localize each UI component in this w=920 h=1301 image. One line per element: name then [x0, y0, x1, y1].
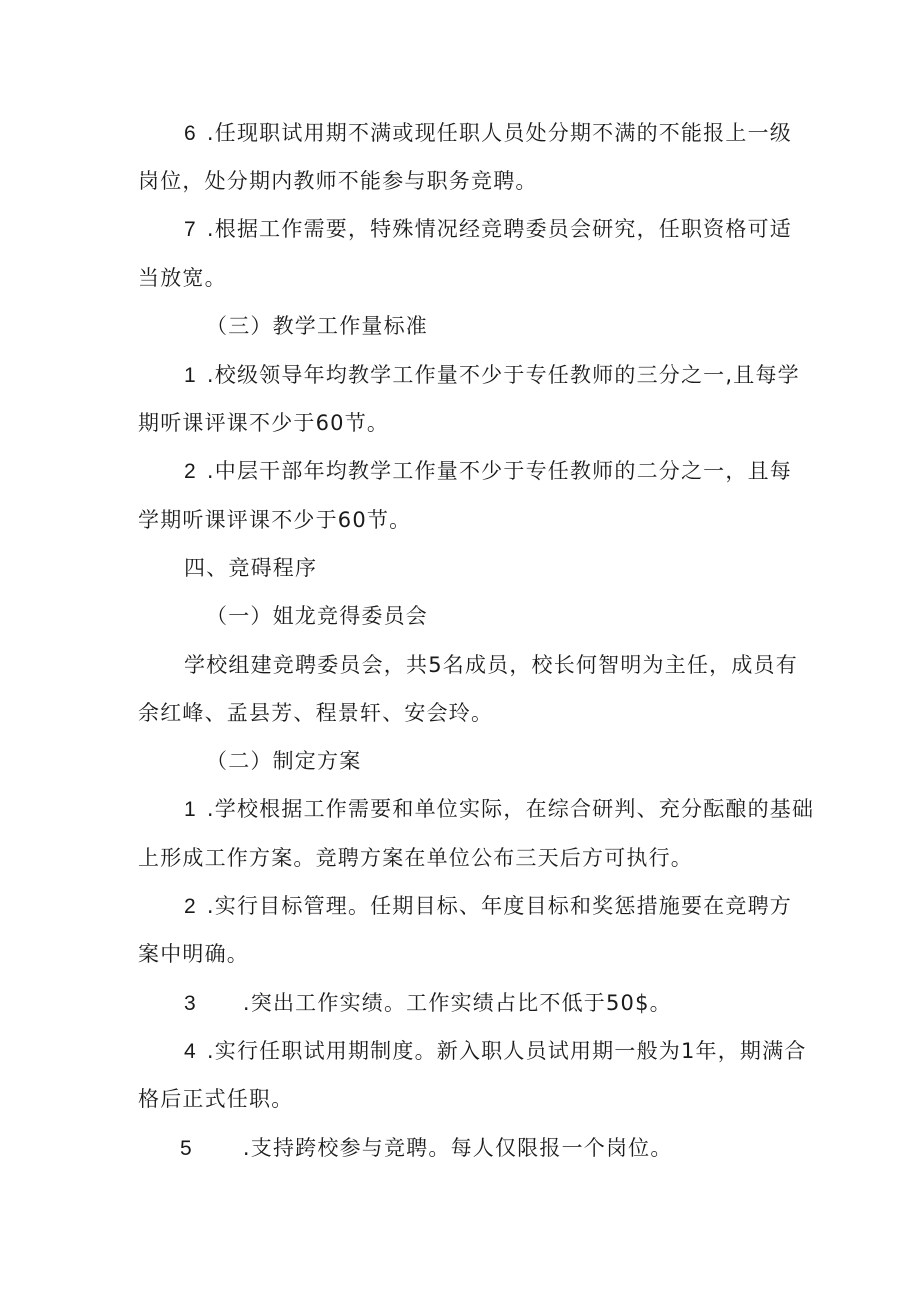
line-text: 上形成工作方案。竞聘方案在单位公布三天后方可执行。 [138, 846, 693, 870]
line-text: 当放宽。 [138, 266, 227, 290]
paragraph-line [138, 166, 538, 196]
paragraph-line [138, 263, 227, 293]
line-text: 期听课评课不少于60节。 [138, 411, 390, 435]
line-text: 四、竞碍程序 [184, 556, 318, 580]
list-number: 7 [184, 218, 197, 241]
list-number: 4 [184, 1040, 197, 1063]
paragraph-line [138, 939, 249, 969]
paragraph-line [184, 650, 798, 680]
line-text: .任现职试用期不满或现任职人员处分期不满的不能报上一级 [206, 121, 792, 145]
paragraph-line [138, 505, 411, 535]
list-number: 1 [184, 798, 197, 821]
list-number: 5 [180, 1137, 193, 1160]
paragraph-line [138, 1084, 293, 1114]
paragraph-line [138, 408, 389, 438]
section-heading [206, 746, 361, 776]
line-text: .中层干部年均教学工作量不少于专任教师的二分之一，且每 [206, 459, 792, 483]
paragraph-line [184, 214, 792, 245]
paragraph-line [184, 118, 792, 149]
line-text: 学校组建竞聘委员会，共5名成员，校长何智明为主任，成员有 [184, 653, 798, 677]
paragraph-line [138, 698, 493, 728]
line-text: 岗位，处分期内教师不能参与职务竞聘。 [138, 169, 538, 193]
line-text: .学校根据工作需要和单位实际，在综合研判、充分酝酿的基础 [206, 797, 815, 821]
line-text: .实行目标管理。任期目标、年度目标和奖惩措施要在竞聘方 [206, 894, 792, 918]
list-number: 2 [184, 895, 197, 918]
paragraph-line [184, 456, 792, 487]
paragraph-line [138, 843, 693, 873]
list-number: 6 [184, 122, 197, 145]
paragraph-line [184, 360, 800, 391]
paragraph-line [184, 988, 672, 1019]
line-text: .支持跨校参与竞聘。每人仅限报一个岗位。 [242, 1136, 673, 1160]
section-heading [184, 553, 317, 583]
list-number: 3 [184, 992, 197, 1015]
paragraph-line [180, 1133, 673, 1164]
line-text: .校级领导年均教学工作量不少于专任教师的三分之一,且每学 [206, 363, 800, 387]
section-heading [206, 601, 428, 631]
line-text: .根据工作需要，特殊情况经竞聘委员会研究，任职资格可适 [206, 217, 792, 241]
paragraph-line [184, 891, 792, 922]
paragraph-line [184, 1036, 807, 1067]
line-text: 余红峰、孟县芳、程景轩、安会玲。 [138, 701, 494, 725]
line-text: .实行任职试用期制度。新入职人员试用期一般为1年，期满合 [206, 1039, 807, 1063]
line-text: （二）制定方案 [206, 749, 362, 773]
line-text: （三）教学工作量标准 [206, 314, 428, 338]
paragraph-line [184, 794, 814, 825]
line-text: 格后正式任职。 [138, 1087, 294, 1111]
line-text: （一）姐龙竞得委员会 [206, 604, 428, 628]
list-number: 2 [184, 460, 197, 483]
line-text: .突出工作实绩。工作实绩占比不低于50$。 [242, 991, 672, 1015]
list-number: 1 [184, 364, 197, 387]
section-heading [206, 311, 428, 341]
line-text: 案中明确。 [138, 942, 249, 966]
line-text: 学期听课评课不少于60节。 [138, 508, 412, 532]
